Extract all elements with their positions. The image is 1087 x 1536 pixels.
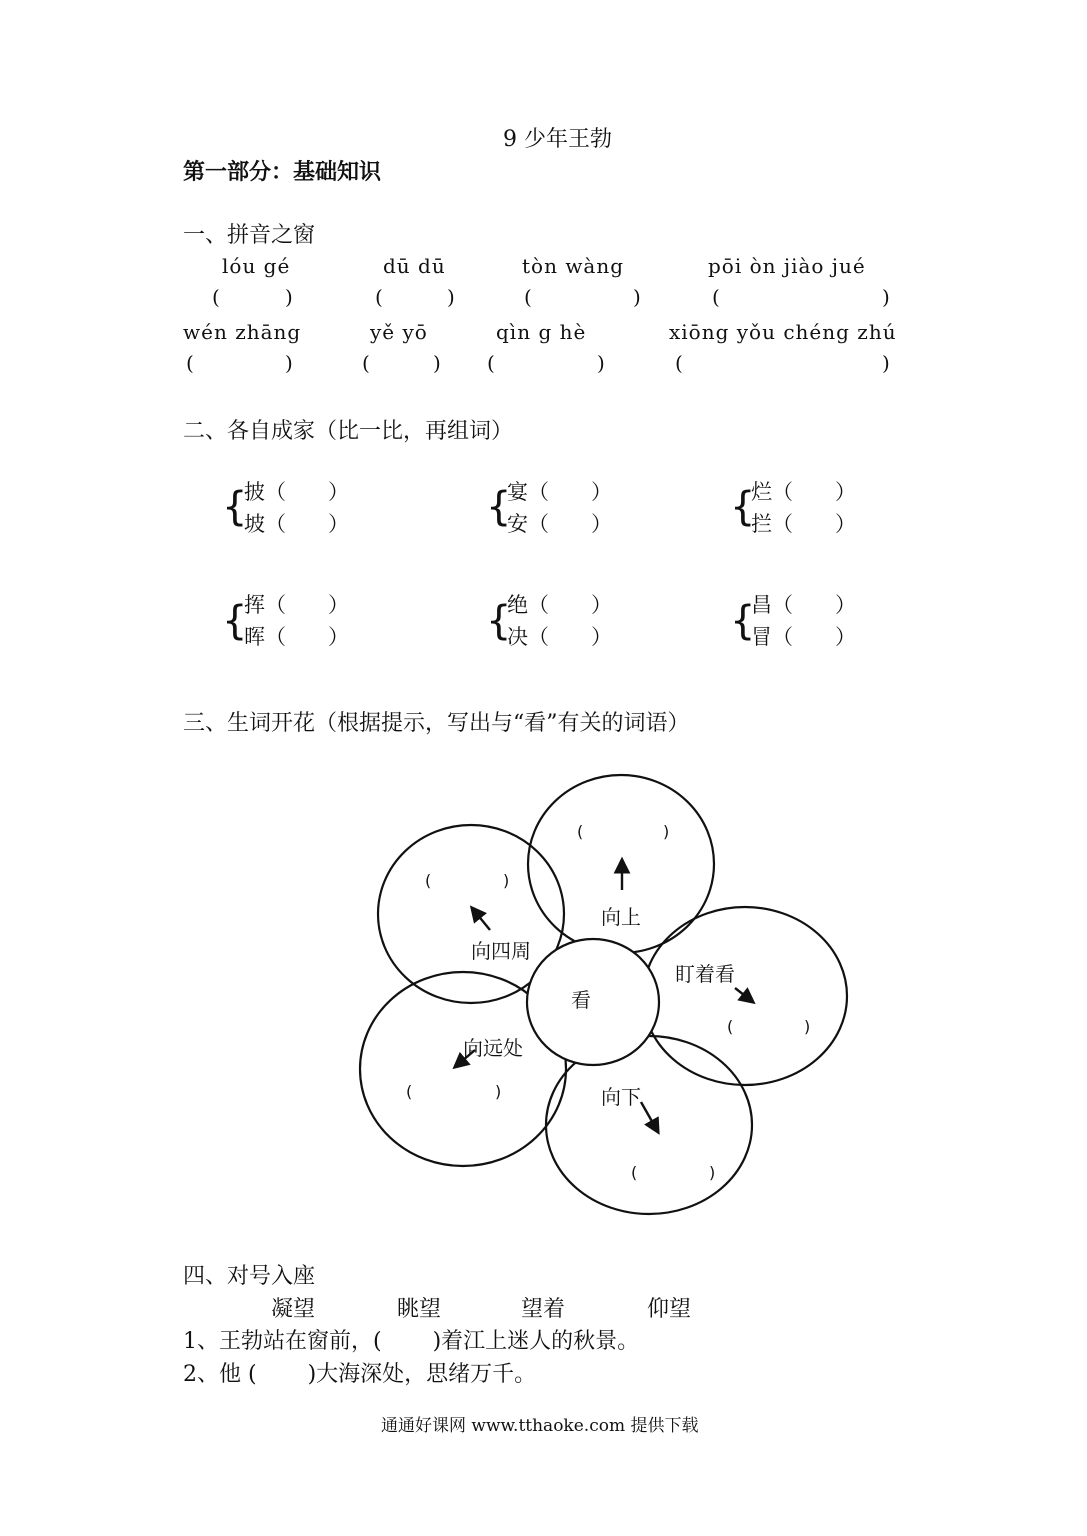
answer-paren-left: ( [375,285,383,309]
section-3-heading: 三、生词开花（根据提示，写出与“看”有关的词语） [183,711,690,736]
blank-paren-left: ( [406,1082,413,1101]
answer-paren-right: ) [447,285,455,309]
char-a: 绝（ ） [507,593,612,617]
char-b: 冒（ ） [751,625,856,649]
arrow-stare [735,988,753,1002]
pinyin-1-3: tòn wàng [522,254,625,278]
blank-paren-right: ) [503,871,510,890]
blank-paren-left: ( [577,822,584,841]
brace: { [222,598,248,644]
char-b: 坡（ ） [244,512,349,536]
blank-paren-right: ) [804,1017,811,1036]
char-b: 安（ ） [507,512,612,536]
label-up: 向上 [601,905,641,929]
answer-paren-right: ) [633,285,641,309]
answer-paren-left: ( [487,351,495,375]
blank-paren-right: ) [709,1163,716,1182]
question-1: 1、王勃站在窗前，( )着江上迷人的秋景。 [183,1329,640,1354]
label-stare: 盯着看 [675,962,735,986]
pinyin-2-3: qìn g hè [496,320,587,344]
section-1-heading: 一、拼音之窗 [183,223,316,248]
answer-paren-right: ) [433,351,441,375]
section-2-heading: 二、各自成家（比一比，再组词） [183,419,514,444]
blank-paren-right: ) [663,822,670,841]
word-choice: 望着 [521,1297,566,1322]
char-b: 拦（ ） [751,512,856,536]
char-b: 晖（ ） [244,625,349,649]
brace: { [222,484,248,530]
char-a: 宴（ ） [507,480,612,504]
section-4-heading: 四、对号入座 [183,1264,316,1289]
word-choice: 凝望 [271,1297,316,1322]
brace: { [486,598,512,644]
brace: { [730,598,756,644]
label-around: 向四周 [471,939,531,963]
answer-paren-left: ( [712,285,720,309]
answer-paren-right: ) [597,351,605,375]
label-far: 向远处 [463,1036,523,1060]
char-a: 挥（ ） [244,593,349,617]
answer-paren-right: ) [285,285,293,309]
brace: { [730,484,756,530]
blank-paren-left: ( [425,871,432,890]
pinyin-2-1: wén zhāng [183,320,302,344]
pinyin-1-4: pōi òn jiào jué [708,254,866,278]
word-choice: 眺望 [397,1297,442,1322]
answer-paren-left: ( [675,351,683,375]
pinyin-1-2: dū dū [383,254,446,278]
arrow-around [472,908,490,930]
answer-paren-right: ) [285,351,293,375]
pinyin-2-4: xiōng yǒu chéng zhú [669,320,897,344]
answer-paren-left: ( [524,285,532,309]
char-a: 昌（ ） [751,593,856,617]
brace: { [486,484,512,530]
answer-paren-left: ( [212,285,220,309]
arrow-down [641,1102,658,1132]
char-a: 披（ ） [244,480,349,504]
answer-paren-left: ( [362,351,370,375]
page-title: 9 少年王勃 [503,127,612,152]
char-b: 决（ ） [507,625,612,649]
label-down: 向下 [601,1085,641,1109]
pinyin-2-2: yě yō [370,320,428,344]
part-heading: 第一部分：基础知识 [183,159,382,185]
question-2: 2、他 ( )大海深处，思绪万千。 [183,1362,537,1387]
word-choice: 仰望 [647,1297,692,1322]
pinyin-1-1: lóu gé [222,254,291,278]
answer-paren-right: ) [882,285,890,309]
answer-paren-right: ) [882,351,890,375]
char-a: 烂（ ） [751,480,856,504]
blank-paren-left: ( [727,1017,734,1036]
footer-source: 通通好课网 www.tthaoke.com 提供下载 [381,1416,699,1436]
blank-paren-left: ( [631,1163,638,1182]
flower-center [527,939,659,1065]
blank-paren-right: ) [495,1082,502,1101]
answer-paren-left: ( [186,351,194,375]
center-char: 看 [571,988,591,1012]
